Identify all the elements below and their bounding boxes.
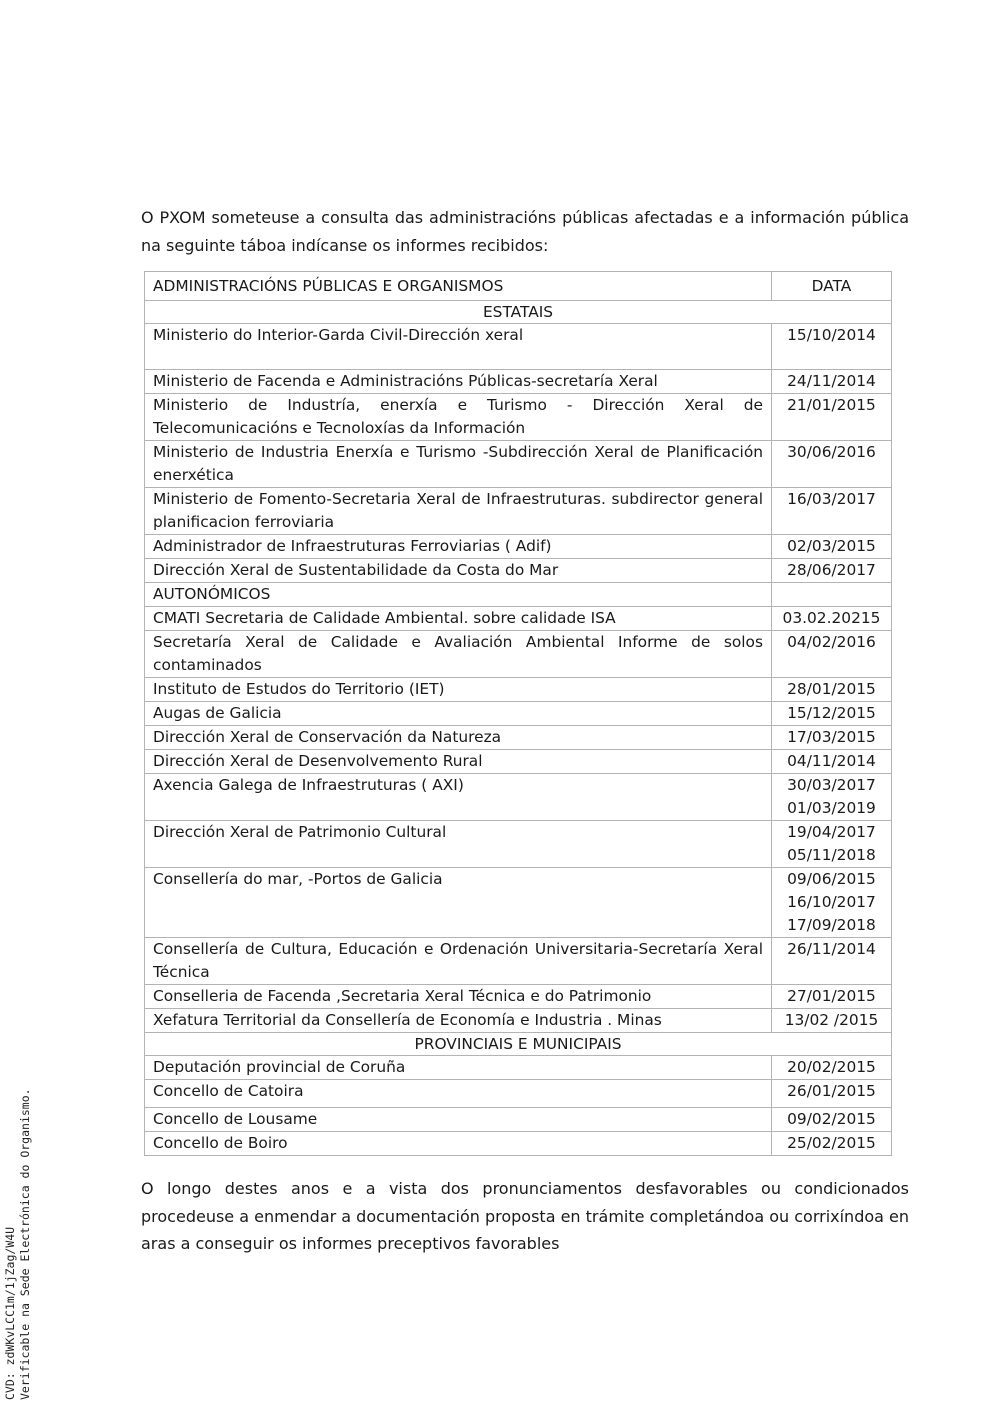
table-row — [145, 370, 892, 394]
report-date: 15/10/2014 — [787, 326, 876, 344]
table-row — [145, 394, 892, 441]
date-cell — [772, 559, 892, 583]
report-date: 13/02 /2015 — [784, 1011, 879, 1029]
date-cell — [772, 1009, 892, 1033]
table-row — [145, 774, 892, 821]
entity-cell: Dirección Xeral de Patrimonio Cultural — [145, 821, 772, 868]
date-cell — [772, 821, 892, 868]
date-cell — [772, 535, 892, 559]
date-cell — [772, 750, 892, 774]
report-date: 30/06/2016 — [787, 443, 876, 461]
provinciais-rows — [145, 1056, 892, 1156]
date-cell — [772, 1056, 892, 1080]
autonomicos-rows — [145, 607, 892, 1033]
entity-cell: Ministerio de Facenda e Administracións Públicas-secretaría Xeral — [145, 370, 772, 394]
date-cell — [772, 1108, 892, 1132]
report-date: 17/09/2018 — [787, 916, 876, 934]
table-row — [145, 678, 892, 702]
table-row — [145, 1056, 892, 1080]
date-cell — [772, 324, 892, 370]
entity-cell: Secretaría Xeral de Calidade e Avaliación Ambiental Informe de solos contaminados — [145, 631, 772, 678]
entity-cell: Dirección Xeral de Desenvolvemento Rural — [145, 750, 772, 774]
report-date: 24/11/2014 — [787, 372, 876, 390]
table-row — [145, 631, 892, 678]
entity-cell: Ministerio de Fomento-Secretaria Xeral de Infraestruturas. subdirector general planificacion ferroviaria — [145, 488, 772, 535]
table-row — [145, 750, 892, 774]
section-autonomicos-date-empty — [772, 583, 892, 607]
entity-cell: CMATI Secretaria de Calidade Ambiental. sobre calidade ISA — [145, 607, 772, 631]
report-date: 02/03/2015 — [787, 537, 876, 555]
entity-cell: Concello de Boiro — [145, 1132, 772, 1156]
entity-cell: Consellería do mar, -Portos de Galicia — [145, 868, 772, 938]
date-cell — [772, 607, 892, 631]
entity-cell: Deputación provincial de Coruña — [145, 1056, 772, 1080]
header-date: DATA — [772, 272, 892, 301]
report-date: 19/04/2017 — [787, 823, 876, 841]
report-date: 27/01/2015 — [787, 987, 876, 1005]
section-provinciais-row — [145, 1033, 892, 1056]
verification-note: Verificable na Sede Electrónica do Organismo. — [18, 1088, 32, 1400]
report-date: 09/02/2015 — [787, 1110, 876, 1128]
table-row — [145, 821, 892, 868]
cvd-code: CVD: zdWKvLCC1m/1jZag/W4U — [3, 1226, 17, 1400]
table-row — [145, 1132, 892, 1156]
report-date: 16/03/2017 — [787, 490, 876, 508]
table-row — [145, 868, 892, 938]
date-cell — [772, 488, 892, 535]
report-date: 30/03/2017 — [787, 776, 876, 794]
section-autonomicos: AUTONÓMICOS — [145, 583, 772, 607]
date-cell — [772, 631, 892, 678]
section-provinciais: PROVINCIAIS E MUNICIPAIS — [145, 1033, 892, 1056]
table-row — [145, 324, 892, 370]
report-date: 17/03/2015 — [787, 728, 876, 746]
entity-cell: Axencia Galega de Infraestruturas ( AXI) — [145, 774, 772, 821]
table-row — [145, 985, 892, 1009]
date-cell — [772, 774, 892, 821]
date-cell — [772, 1132, 892, 1156]
table-row — [145, 1009, 892, 1033]
date-cell — [772, 441, 892, 488]
report-date: 26/11/2014 — [787, 940, 876, 958]
section-autonomicos-row — [145, 583, 892, 607]
report-date: 28/06/2017 — [787, 561, 876, 579]
date-cell — [772, 1080, 892, 1108]
table-row — [145, 1108, 892, 1132]
date-cell — [772, 938, 892, 985]
estatais-rows — [145, 324, 892, 583]
table-row — [145, 488, 892, 535]
header-entity: ADMINISTRACIÓNS PÚBLICAS E ORGANISMOS — [145, 272, 772, 301]
entity-cell: Xefatura Territorial da Consellería de Economía e Industria . Minas — [145, 1009, 772, 1033]
entity-cell: Conselleria de Facenda ,Secretaria Xeral Técnica e do Patrimonio — [145, 985, 772, 1009]
table-row — [145, 1080, 892, 1108]
report-date: 26/01/2015 — [787, 1082, 876, 1100]
date-cell — [772, 702, 892, 726]
entity-cell: Concello de Catoira — [145, 1080, 772, 1108]
entity-cell: Ministerio de Industría, enerxía e Turismo - Dirección Xeral de Telecomunicacións e Tecnoloxías da Información — [145, 394, 772, 441]
report-date: 16/10/2017 — [787, 893, 876, 911]
date-cell — [772, 868, 892, 938]
report-date: 21/01/2015 — [787, 396, 876, 414]
table-row — [145, 535, 892, 559]
section-estatais: ESTATAIS — [145, 301, 892, 324]
report-date: 28/01/2015 — [787, 680, 876, 698]
table-row — [145, 607, 892, 631]
date-cell — [772, 678, 892, 702]
table-header-row — [145, 272, 892, 301]
table-row — [145, 702, 892, 726]
report-date: 04/02/2016 — [787, 633, 876, 651]
reports-table — [144, 271, 892, 1156]
entity-cell: Ministerio do Interior-Garda Civil-Dirección xeral — [145, 324, 772, 370]
report-date: 09/06/2015 — [787, 870, 876, 888]
entity-cell: Dirección Xeral de Sustentabilidade da Costa do Mar — [145, 559, 772, 583]
entity-cell: Ministerio de Industria Enerxía e Turismo -Subdirección Xeral de Planificación enerxética — [145, 441, 772, 488]
outro-paragraph: O longo destes anos e a vista dos pronunciamentos desfavorables ou condicionados procedeuse a enmendar a documentación proposta en trámite completándoa ou corrixíndoa en aras a conseguir os informes preceptivos favorables — [141, 1179, 910, 1253]
report-date: 03.02.20215 — [782, 609, 881, 627]
entity-cell: Concello de Lousame — [145, 1108, 772, 1132]
entity-cell: Instituto de Estudos do Territorio (IET) — [145, 678, 772, 702]
report-date: 01/03/2019 — [787, 799, 876, 817]
table-row — [145, 726, 892, 750]
entity-cell: Administrador de Infraestruturas Ferroviarias ( Adif) — [145, 535, 772, 559]
report-date: 15/12/2015 — [787, 704, 876, 722]
table-row — [145, 559, 892, 583]
section-estatais-row — [145, 301, 892, 324]
entity-cell: Dirección Xeral de Conservación da Natureza — [145, 726, 772, 750]
entity-cell: Augas de Galicia — [145, 702, 772, 726]
table-row — [145, 441, 892, 488]
verification-stamp — [3, 1088, 33, 1400]
report-date: 05/11/2018 — [787, 846, 876, 864]
report-date: 20/02/2015 — [787, 1058, 876, 1076]
report-date: 04/11/2014 — [787, 752, 876, 770]
report-date: 25/02/2015 — [787, 1134, 876, 1152]
date-cell — [772, 726, 892, 750]
date-cell — [772, 985, 892, 1009]
date-cell — [772, 394, 892, 441]
entity-cell: Consellería de Cultura, Educación e Ordenación Universitaria-Secretaría Xeral Técnica — [145, 938, 772, 985]
date-cell — [772, 370, 892, 394]
intro-paragraph: O PXOM someteuse a consulta das administracións públicas afectadas e a información pública na seguinte táboa indícanse os informes recibidos: — [141, 208, 909, 255]
table-row — [145, 938, 892, 985]
